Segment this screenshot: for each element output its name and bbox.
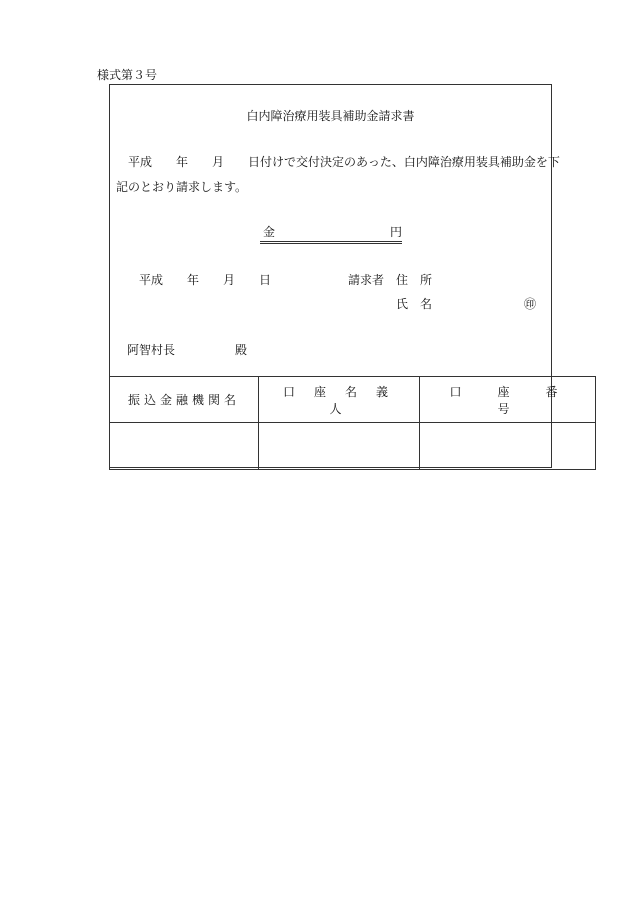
body-text-line-2: 記のとおり請求します。 — [116, 180, 248, 194]
claimant-name-label: 氏 名 — [396, 297, 433, 311]
bank-table-header-row — [110, 377, 596, 423]
account-holder-header: 口座名義人 — [259, 377, 420, 423]
account-number-cell[interactable] — [420, 423, 596, 470]
amount-yen-label: 円 — [389, 225, 402, 239]
claimant-address-label: 請求者 住 所 — [348, 273, 433, 287]
account-number-header: 口座番号 — [420, 377, 596, 423]
bank-account-table — [109, 376, 596, 470]
bank-name-header: 振込金融機関名 — [110, 377, 259, 423]
amount-field[interactable] — [260, 223, 402, 244]
claim-form — [109, 84, 594, 468]
date-line: 平成 年 月 日 — [139, 273, 272, 287]
form-title: 白内障治療用装具補助金請求書 — [246, 109, 415, 123]
bank-table-input-row — [110, 423, 596, 470]
body-text-line-1: 平成 年 月 日付けで交付決定のあった、白内障治療用装具補助金を下 — [128, 155, 560, 169]
amount-kin-label: 金 — [263, 225, 276, 239]
bank-name-cell[interactable] — [110, 423, 259, 470]
account-holder-cell[interactable] — [259, 423, 420, 470]
seal-icon: ㊞ — [524, 297, 537, 311]
form-number: 様式第３号 — [97, 68, 158, 82]
addressee: 阿智村長 殿 — [127, 343, 248, 357]
